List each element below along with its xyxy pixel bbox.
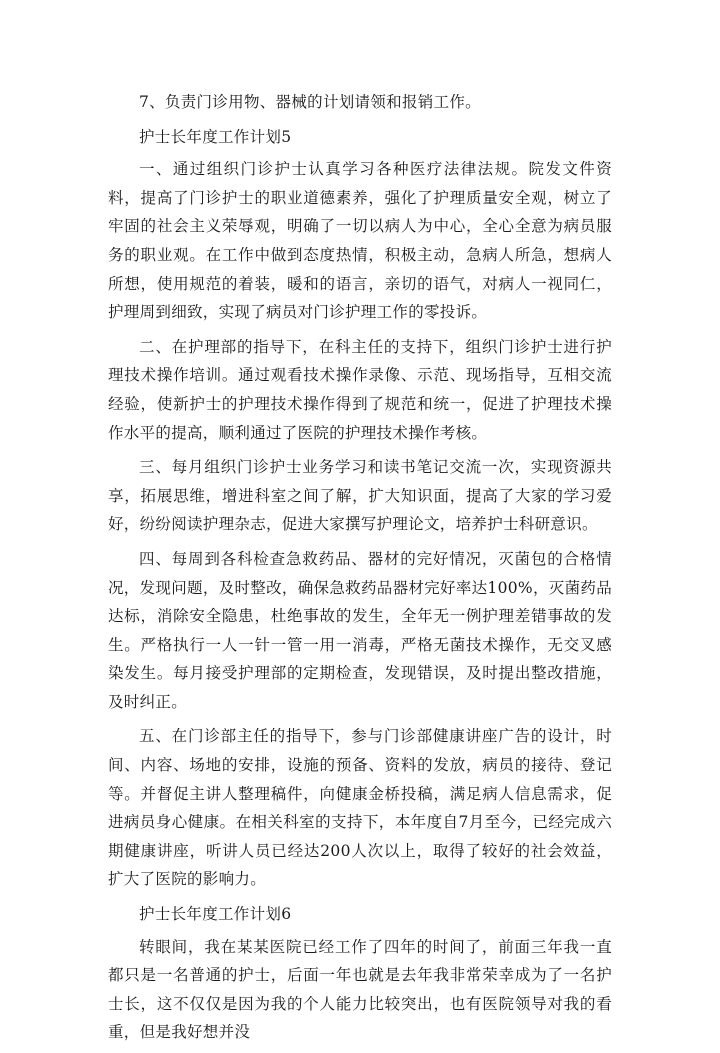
paragraph-intro: 转眼间，我在某某医院已经工作了四年的时间了，前面三年我一直都只是一名普通的护士，后面一年也就是去年我非常荣幸成为了一名护士长，这不仅仅是因为我的个人能力比较突出，也有医院领导对我的看重，但是我好想并没 [108, 937, 612, 1042]
paragraph-three: 三、每月组织门诊护士业务学习和读书笔记交流一次，实现资源共享，拓展思维，增进科室之间了解，扩大知识面，提高了大家的学习爱好，纷纷阅读护理杂志，促进大家撰写护理论文，培养护士科研意识。 [108, 458, 612, 534]
section-heading-plan-6: 护士长年度工作计划6 [139, 905, 292, 924]
paragraph-two: 二、在护理部的指导下，在科主任的支持下，组织门诊护士进行护理技术操作培训。通过观看技术操作录像、示范、现场指导，互相交流经验，使新护士的护理技术操作得到了规范和统一，促进了护理技术操作水平的提高，顺利通过了医院的护理技术操作考核。 [108, 337, 612, 442]
section-heading-plan-5: 护士长年度工作计划5 [139, 127, 292, 146]
paragraph-five: 五、在门诊部主任的指导下，参与门诊部健康讲座广告的设计，时间、内容、场地的安排，设施的预备、资料的发放，病员的接待、登记等。并督促主讲人整理稿件，向健康金桥投稿，满足病人信息需求，促进病员身心健康。在相关科室的支持下，本年度自7月至今，已经完成六期健康讲座，听讲人员已经达200人次以上，取得了较好的社会效益，扩大了医院的影响力。 [108, 727, 612, 889]
list-item-7: 7、负责门诊用物、器械的计划请领和报销工作。 [139, 93, 481, 111]
paragraph-four: 四、每周到各科检查急救药品、器材的完好情况，灭菌包的合格情况，发现问题，及时整改，确保急救药品器材完好率达100%，灭菌药品达标，消除安全隐患，杜绝事故的发生，全年无一例护理差错事故的发生。严格执行一人一针一管一用一消毒，严格无菌技术操作，无交叉感染发生。每月接受护理部的定期检查，发现错误，及时提出整改措施，及时纠正。 [108, 549, 612, 711]
paragraph-one: 一、通过组织门诊护士认真学习各种医疗法律法规。院发文件资料，提高了门诊护士的职业道德素养，强化了护理质量安全观，树立了牢固的社会主义荣辱观，明确了一切以病人为中心，全心全意为病员服务的职业观。在工作中做到态度热情，积极主动，急病人所急，想病人所想，使用规范的着装，暖和的语言，亲切的语气，对病人一视同仁，护理周到细致，实现了病员对门诊护理工作的零投诉。 [108, 160, 612, 322]
document-body [108, 88, 612, 1053]
